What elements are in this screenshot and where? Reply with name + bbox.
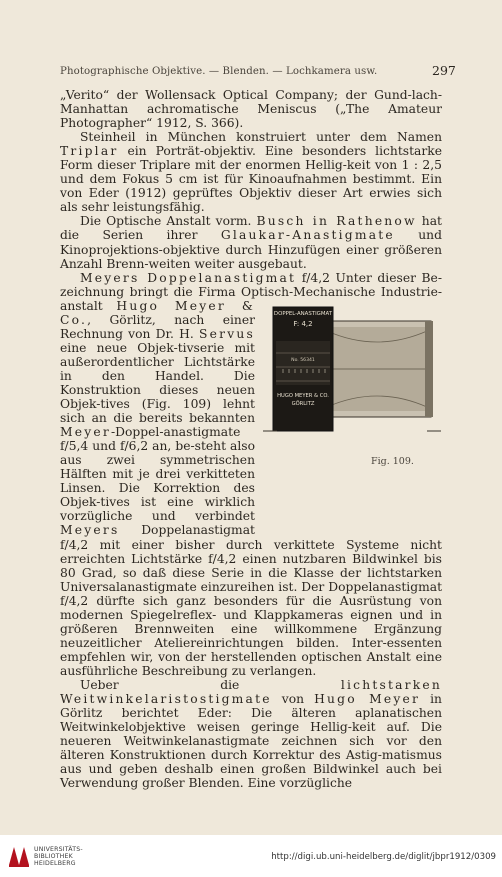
- lens-illustration: [263, 303, 441, 435]
- paragraph-meyer-doppelanastigmat: [60, 271, 442, 678]
- text-run: „Verito“ der Wollensack Optical Company; der Gund-lach-Manhattan achromatische Meniscus („The Amateur Photographer“ 1912, S. 366).: [60, 88, 442, 131]
- engraving-number: No. 56341: [291, 357, 315, 363]
- engraving-aperture: F: 4,2: [293, 319, 313, 328]
- library-line: UNIVERSITÄTS-: [34, 846, 83, 853]
- paragraph-busch: [60, 214, 442, 270]
- page-number: 297: [432, 63, 456, 78]
- spaced-term: Servus: [199, 326, 255, 341]
- spaced-term: Meyers: [60, 523, 120, 538]
- figure-109: [261, 301, 446, 529]
- spaced-term: lichtstarken Weitwinkelaristostigmate: [60, 677, 442, 707]
- text-run: Ueber die: [80, 677, 240, 692]
- spaced-term: Meyers Doppelanastigmat: [80, 270, 297, 285]
- text-run: Steinheil in München konstruiert unter dem Namen: [80, 130, 442, 145]
- library-name: [34, 846, 83, 867]
- text-run: Die Optische Anstalt vorm.: [80, 214, 252, 229]
- spaced-term: Triplar: [60, 144, 119, 159]
- text-run: in Görlitz berichtet Eder: Die älteren aplanatischen Weitwinkelobjektive weisen geringe Hellig-keit auf. Die neueren Weitwinkelanastigmate zeichnen sich vor den älteren Konstruktionen durch Korrektur des Astig-matismus aus und geben deshalb einen großen Bildwinkel auch bei Verwendung großer Blenden. Eine vorzügliche: [60, 692, 442, 791]
- text-run: f/4,2 Unter dieser Be-zeichnung bringt die Firma Optisch-Mechanische Industrie-anstalt: [60, 270, 442, 313]
- figure-caption: Fig. 109.: [371, 455, 414, 467]
- running-title: Photographische Objektive. — Blenden. — Lochkamera usw.: [60, 66, 378, 77]
- text-run: , Görlitz, nach einer Rechnung von Dr. H.: [60, 312, 255, 341]
- library-footer: [0, 835, 502, 877]
- text-run: Doppelanastigmat f/4,2 mit einer bisher durch verkittete Systeme nicht erreichten Lichtstärke f/4,2 einen nutzbaren Bildwinkel bis 80 Grad, so daß diese Serie in die Klasse der lichtstarken Universalanastigmate einzureihen ist. Der Doppelanastigmat f/4,2 dürfte sich ganz besonders für die Ausrüstung von modernen Spiegelreflex- und Klappkameras eignen und in größeren Brennweiten eine willkommene Ergänzung neuzeitlicher Ateliereinrichtungen bilden. Inter-essenten empfehlen wir, von der herstellenden optischen Anstalt eine ausführliche Beschreibung zu verlangen.: [60, 523, 443, 678]
- spaced-term: Hugo Meyer: [314, 692, 421, 707]
- text-run: und Kinoprojektions-objektive durch Hinzufügen einer größeren Anzahl Brenn-weiten weiter ausgebaut.: [60, 228, 442, 271]
- library-line: BIBLIOTHEK: [34, 853, 73, 860]
- spaced-term: Meyer: [60, 425, 111, 440]
- engraving-top: DOPPEL-ANASTIGMAT: [273, 310, 333, 317]
- spaced-term: Glaukar-Anastigmate: [220, 228, 395, 243]
- paragraph-verito: [60, 88, 442, 130]
- text-run: -Doppel-anastigmate f/5,4 und f/6,2 an, be-steht also aus zwei symmetrischen Hälften mit je drei verkitteten Linsen. Die Korrektion des Objek-tives ist eine wirklich vorzügliche und verbindet: [60, 425, 255, 524]
- paragraph-weitwinkel: [60, 678, 442, 790]
- library-line: HEIDELBERG: [34, 860, 76, 867]
- text-run: von: [281, 692, 305, 707]
- spaced-term: Busch in Rathenow: [256, 214, 417, 229]
- spaced-term: Hugo Meyer & Co.: [60, 298, 255, 327]
- text-run: ein Porträt-objektiv. Eine besonders lichtstarke Form dieser Triplare mit der enormen Hellig-keit von 1 : 2,5 und dem Fokus 5 cm ist für Kinoaufnahmen bestimmt. Ein von Eder (1912) geprüftes Objektiv dieser Art erwies sich als sehr leistungsfähig.: [60, 144, 442, 215]
- university-library-logo: [6, 843, 32, 869]
- engraving-city: GÖRLITZ: [291, 400, 315, 407]
- body-text: [60, 88, 442, 790]
- engraving-maker: HUGO MEYER & CO.: [277, 392, 329, 399]
- paragraph-steinheil: [60, 130, 442, 214]
- text-run: eine neue Objek-tivserie mit außerordentlicher Lichtstärke in den Handel. Die Konstruktion dieses neuen Objek-tives (Fig. 109) lehnt sich an die bereits bekannten: [60, 340, 255, 426]
- text-run: hat die Serien ihrer: [60, 214, 442, 243]
- permalink-url[interactable]: http://digi.ub.uni-heidelberg.de/diglit/jbpr1912/0309: [271, 852, 496, 862]
